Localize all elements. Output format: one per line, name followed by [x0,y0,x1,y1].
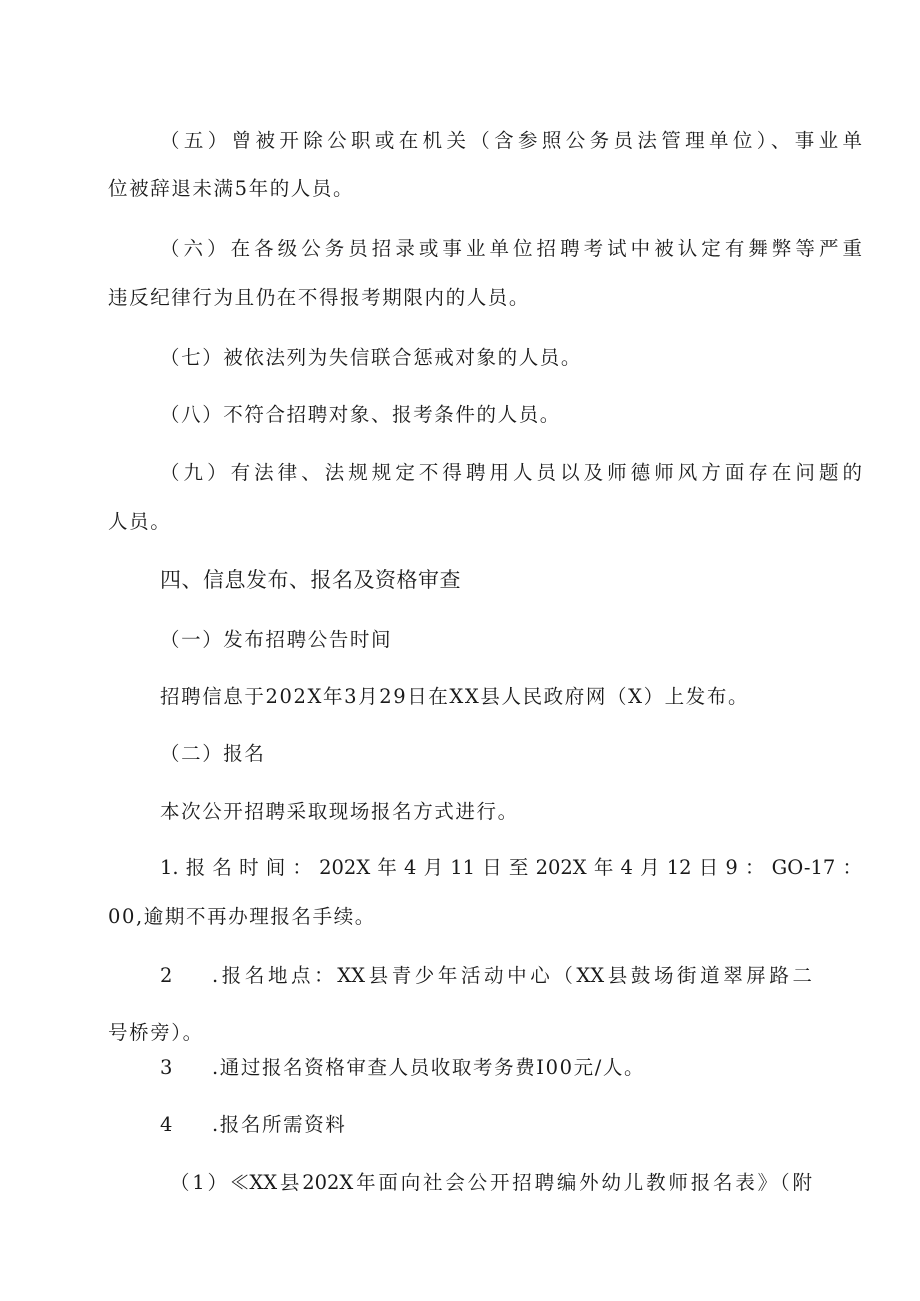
list-number: 2 [160,964,175,987]
paragraph-line: 1.报名时间：202X年4月11日至202X年4月12日9：GO-17： [160,856,862,879]
paragraph-line: （七）被依法列为失信联合惩戒对象的人员。 [160,346,583,369]
subsection-heading: （二）报名 [160,742,266,765]
list-number: 4 [160,1113,175,1136]
paragraph-line: 人员。 [108,510,172,533]
paragraph-line: （八）不符合招聘对象、报考条件的人员。 [160,403,561,426]
paragraph-line: 违反纪律行为且仍在不得报考期限内的人员。 [108,286,531,309]
list-number: 3 [160,1056,175,1079]
paragraph-line: （九）有法律、法规规定不得聘用人员以及师德师风方面存在问题的 [160,461,862,484]
paragraph-line: 00,逾期不再办理报名手续。 [108,905,376,928]
paragraph-line: 位被辞退未满5年的人员。 [108,177,355,200]
paragraph-line: （六）在各级公务员招录或事业单位招聘考试中被认定有舞弊等严重 [160,237,862,260]
paragraph-line: .报名地点：XX县青少年活动中心（XX县鼓场街道翠屏路二 [212,964,812,987]
paragraph-line: .报名所需资料 [212,1113,347,1136]
section-heading: 四、信息发布、报名及资格审查 [160,568,461,592]
paragraph-line: （五）曾被开除公职或在机关（含参照公务员法管理单位）、事业单 [160,129,862,152]
paragraph-line: .通过报名资格审查人员收取考务费I00元/人。 [212,1056,646,1079]
paragraph-line: 本次公开招聘采取现场报名方式进行。 [160,800,519,823]
paragraph-line: 招聘信息于202X年3月29日在XX县人民政府网（X）上发布。 [160,685,750,708]
paragraph-line: （1）≪XX县202X年面向社会公开招聘编外幼儿教师报名表》（附 [170,1171,812,1194]
subsection-heading: （一）发布招聘公告时间 [160,628,393,651]
paragraph-line: 号桥旁）。 [108,1021,204,1044]
